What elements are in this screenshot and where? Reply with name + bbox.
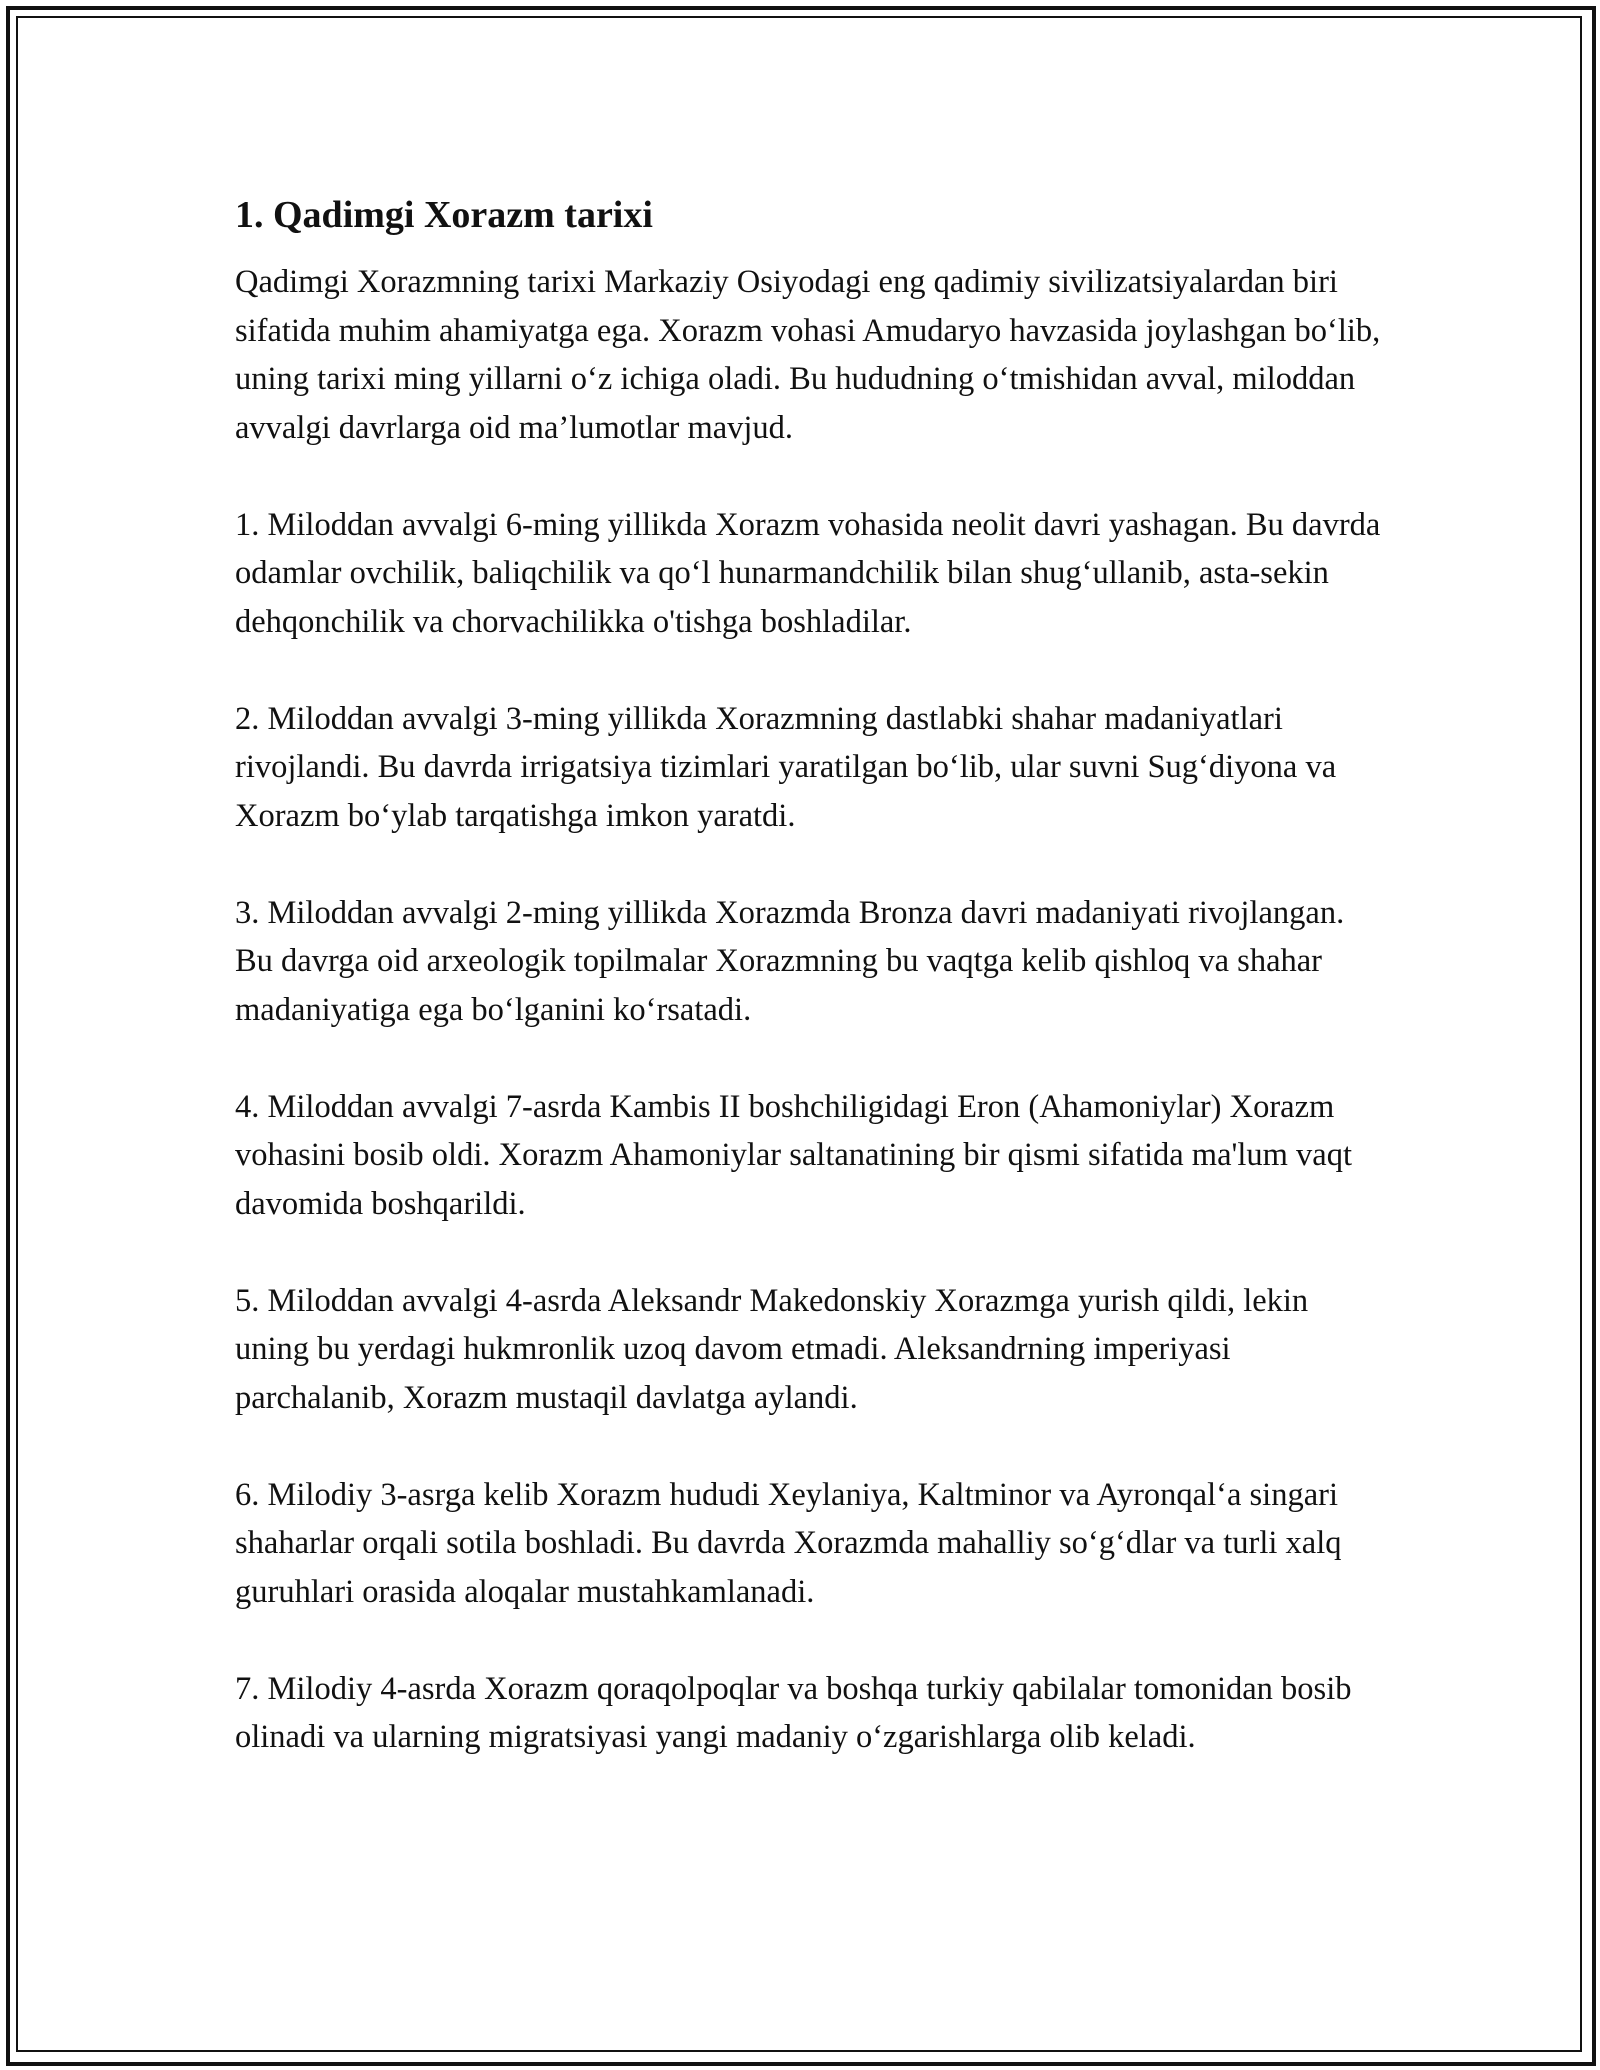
- list-item-7: 7. Milodiy 4-asrda Xorazm qoraqolpoqlar va boshqa turkiy qabilalar tomonidan bosib olinadi va ularning migratsiyasi yangi madaniy o‘zgarishlarga olib keladi.: [235, 1670, 1352, 1755]
- section-title: 1. Qadimgi Xorazm tarixi: [235, 194, 653, 236]
- intro-paragraph: Qadimgi Xorazmning tarixi Markaziy Osiyodagi eng qadimiy sivilizatsiyalardan biri sifatida muhim ahamiyatga ega. Xorazm vohasi Amudaryo havzasida joylashgan bo‘lib, uning tarixi ming yillarni o‘z ichiga oladi. Bu hududning o‘tmishidan avval, miloddan avvalgi davrlarga oid ma’lumotlar mavjud.: [235, 264, 1381, 446]
- list-item-2: 2. Miloddan avvalgi 3-ming yillikda Xorazmning dastlabki shahar madaniyatlari rivojlandi. Bu davrda irrigatsiya tizimlari yaratilgan bo‘lib, ular suvni Sug‘diyona va Xorazm bo‘ylab tarqatishga imkon yaratdi.: [235, 700, 1337, 834]
- document-body: [235, 188, 1385, 1810]
- list-item-5: 5. Miloddan avvalgi 4-asrda Aleksandr Makedonskiy Xorazmga yurish qildi, lekin uning bu yerdagi hukmronlik uzoq davom etmadi. Aleksandrning imperiyasi parchalanib, Xorazm mustaqil davlatga aylandi.: [235, 1282, 1309, 1416]
- list-item-1: 1. Miloddan avvalgi 6-ming yillikda Xorazm vohasida neolit davri yashagan. Bu davrda odamlar ovchilik, baliqchilik va qo‘l hunarmandchilik bilan shug‘ullanib, asta-sekin dehqonchilik va chorvachilikka o'tishga boshladilar.: [235, 506, 1381, 640]
- list-item-3: 3. Miloddan avvalgi 2-ming yillikda Xorazmda Bronza davri madaniyati rivojlangan. Bu davrga oid arxeologik topilmalar Xorazmning bu vaqtga kelib qishloq va shahar madaniyatiga ega bo‘lganini ko‘rsatadi.: [235, 894, 1345, 1028]
- list-item-4: 4. Miloddan avvalgi 7-asrda Kambis II boshchiligidagi Eron (Ahamoniylar) Xorazm vohasini bosib oldi. Xorazm Ahamoniylar saltanatining bir qismi sifatida ma'lum vaqt davomida boshqarildi.: [235, 1088, 1352, 1222]
- list-item-6: 6. Milodiy 3-asrga kelib Xorazm hududi Xeylaniya, Kaltminor va Ayronqal‘a singari shaharlar orqali sotila boshladi. Bu davrda Xorazmda mahalliy so‘g‘dlar va turli xalq guruhlari orasida aloqalar mustahkamlanadi.: [235, 1476, 1342, 1610]
